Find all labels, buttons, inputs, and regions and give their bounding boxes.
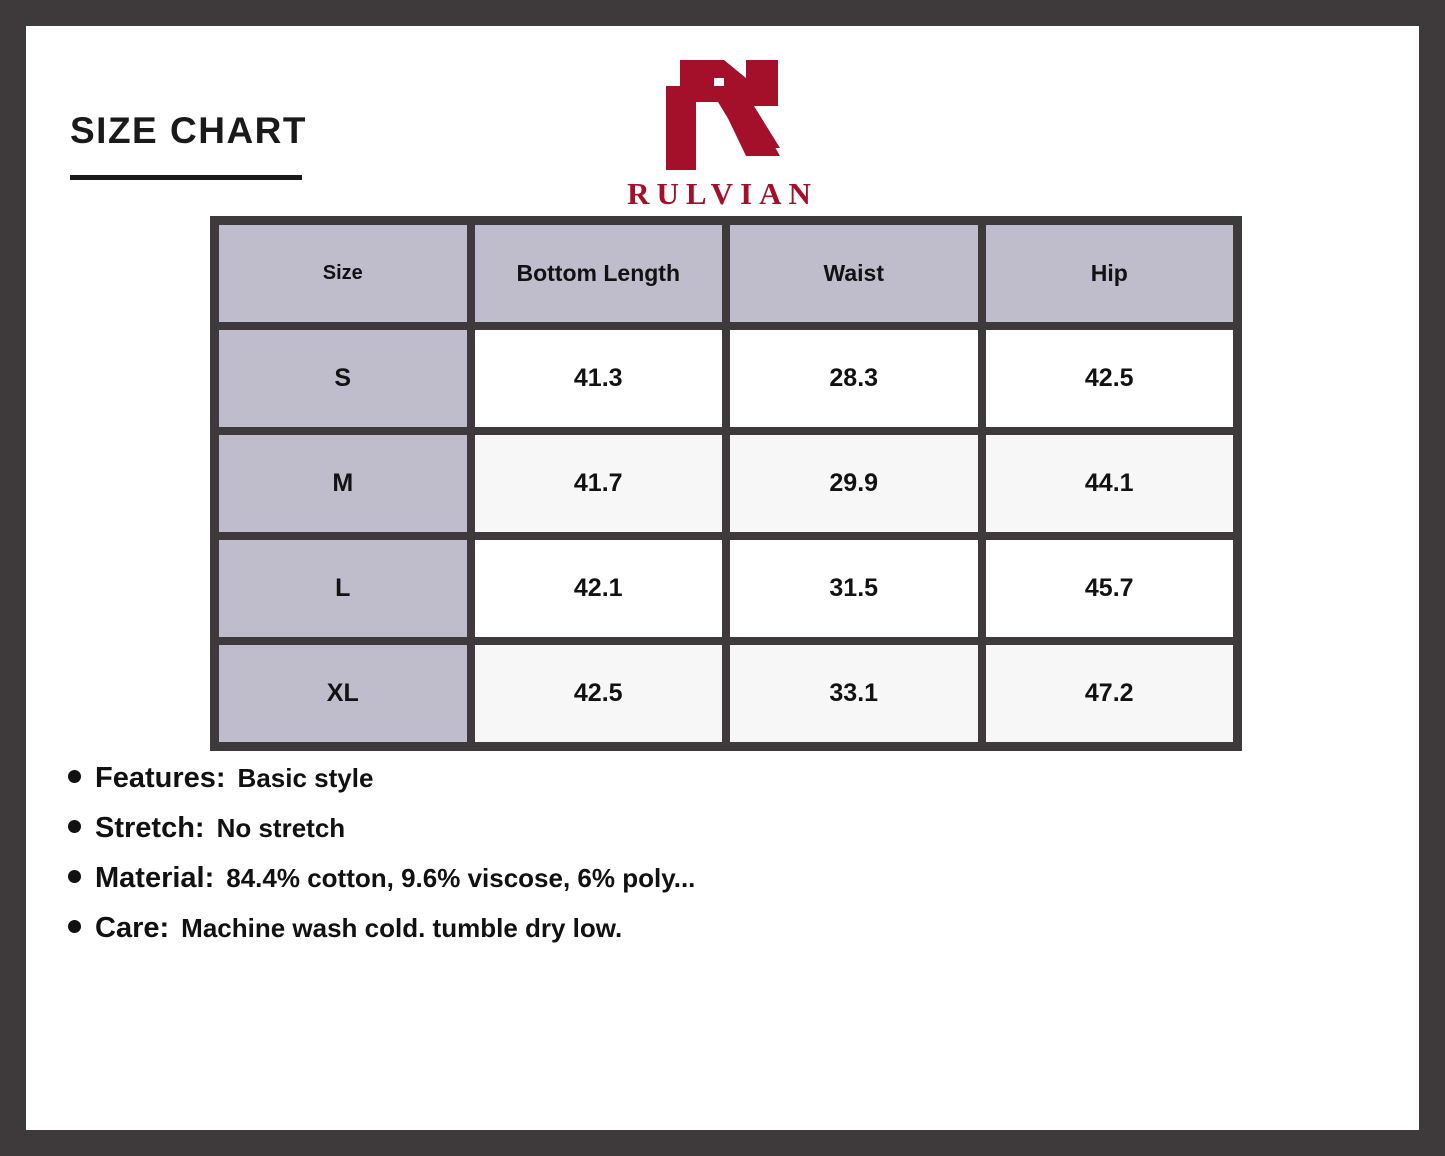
note-value: Machine wash cold. tumble dry low. xyxy=(181,913,623,943)
bullet-icon xyxy=(68,870,81,883)
brand-logo-block xyxy=(26,56,1419,212)
cell-size: XL xyxy=(215,641,471,746)
column-header-waist: Waist xyxy=(726,221,982,326)
cell-bottom-length: 41.7 xyxy=(471,431,727,536)
note-value: Basic style xyxy=(237,763,374,793)
cell-waist: 29.9 xyxy=(726,431,982,536)
size-chart-table-wrap xyxy=(210,216,1242,751)
table-body xyxy=(215,326,1237,746)
note-label: Features: xyxy=(95,762,226,794)
cell-size: S xyxy=(215,326,471,431)
note-label: Care: xyxy=(95,912,170,944)
list-item xyxy=(68,762,1268,795)
bullet-icon xyxy=(68,770,81,783)
page-inner xyxy=(26,26,1419,1130)
table-row xyxy=(215,326,1237,431)
size-chart-table xyxy=(210,216,1242,751)
cell-waist: 28.3 xyxy=(726,326,982,431)
note-label: Material: xyxy=(95,862,215,894)
bullet-icon xyxy=(68,820,81,833)
cell-hip: 47.2 xyxy=(982,641,1238,746)
page-title: SIZE CHART xyxy=(70,110,307,151)
table-head xyxy=(215,221,1237,326)
column-header-hip: Hip xyxy=(982,221,1238,326)
cell-waist: 31.5 xyxy=(726,536,982,641)
table-row xyxy=(215,431,1237,536)
list-item xyxy=(68,862,1268,895)
list-item xyxy=(68,812,1268,845)
cell-size: L xyxy=(215,536,471,641)
note-value: No stretch xyxy=(216,813,346,843)
cell-waist: 33.1 xyxy=(726,641,982,746)
note-value: 84.4% cotton, 9.6% viscose, 6% poly... xyxy=(226,863,696,893)
rulvian-r-logo-icon xyxy=(662,56,784,174)
cell-hip: 45.7 xyxy=(982,536,1238,641)
list-item xyxy=(68,912,1268,945)
cell-size: M xyxy=(215,431,471,536)
bullet-icon xyxy=(68,920,81,933)
table-row xyxy=(215,536,1237,641)
cell-bottom-length: 41.3 xyxy=(471,326,727,431)
cell-hip: 44.1 xyxy=(982,431,1238,536)
product-notes-list xyxy=(68,762,1268,962)
column-header-bottom-length: Bottom Length xyxy=(471,221,727,326)
cell-bottom-length: 42.5 xyxy=(471,641,727,746)
brand-wordmark: RULVIAN xyxy=(627,176,818,211)
column-header-size: Size xyxy=(215,221,471,326)
table-header-row xyxy=(215,221,1237,326)
table-row xyxy=(215,641,1237,746)
cell-hip: 42.5 xyxy=(982,326,1238,431)
note-label: Stretch: xyxy=(95,812,205,844)
cell-bottom-length: 42.1 xyxy=(471,536,727,641)
